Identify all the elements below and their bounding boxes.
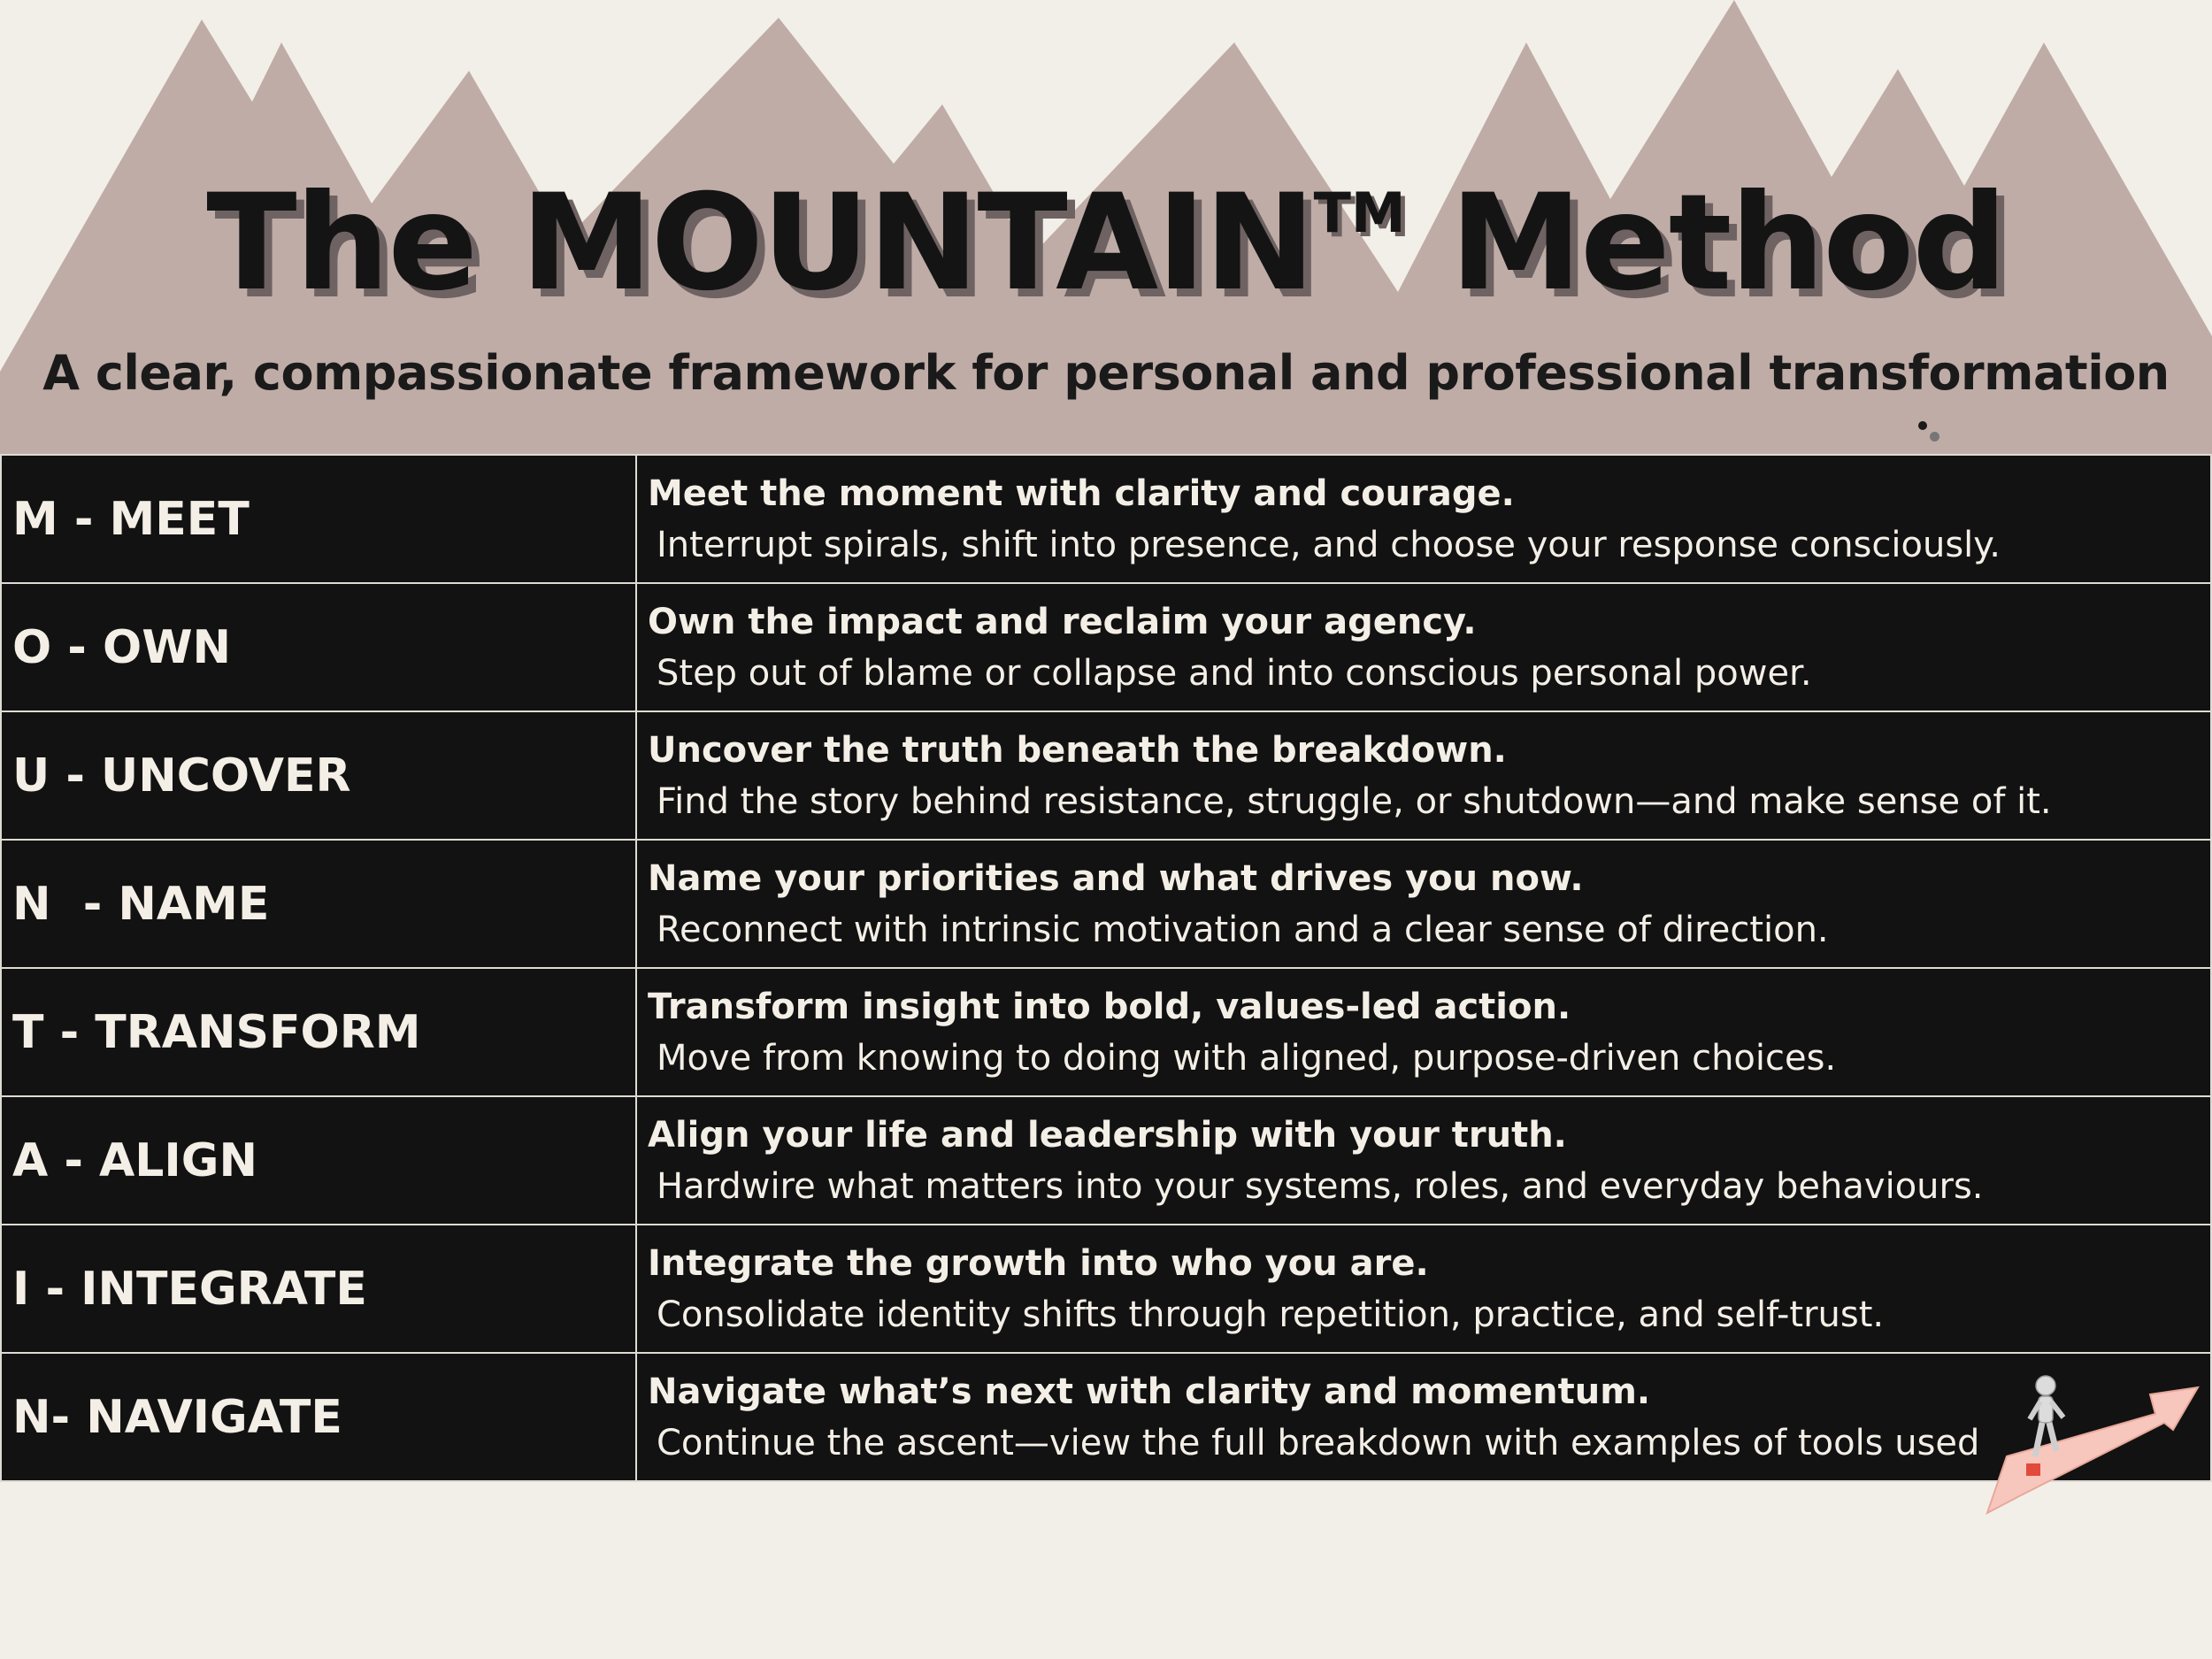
step-headline: Align your life and leadership with your truth. — [648, 1114, 1567, 1156]
step-letter: N- NAVIGATE — [1, 1353, 636, 1481]
step-letter: M - MEET — [1, 455, 636, 583]
upward-arrow-shape — [1987, 1387, 2198, 1513]
dot-grey — [1930, 432, 1939, 442]
step-headline: Meet the moment with clarity and courage. — [648, 472, 1515, 514]
step-description — [636, 1225, 2211, 1353]
step-detail: Interrupt spirals, shift into presence, and choose your response consciously. — [657, 524, 2001, 565]
step-headline: Uncover the truth beneath the breakdown. — [648, 729, 1507, 771]
dot-dark — [1918, 421, 1927, 430]
step-description — [636, 455, 2211, 583]
step-description — [636, 968, 2211, 1096]
decorative-dots — [1918, 419, 1945, 446]
step-detail: Continue the ascent—view the full breakdown with examples of tools used — [657, 1422, 1980, 1463]
step-headline: Integrate the growth into who you are. — [648, 1242, 1429, 1284]
step-headline: Navigate what’s next with clarity and momentum. — [648, 1371, 1651, 1412]
step-description — [636, 583, 2211, 711]
step-detail: Hardwire what matters into your systems, roles, and everyday behaviours. — [657, 1165, 1984, 1207]
step-description — [636, 1353, 2211, 1481]
step-letter: N - NAME — [1, 840, 636, 968]
table-row — [1, 1096, 2211, 1225]
step-detail: Move from knowing to doing with aligned, purpose-driven choices. — [657, 1037, 1837, 1079]
table-row — [1, 711, 2211, 840]
title-main: The MOUNTAIN — [206, 166, 1314, 320]
page-title — [206, 166, 2006, 320]
table-row — [1, 583, 2211, 711]
step-letter: O - OWN — [1, 583, 636, 711]
step-detail: Consolidate identity shifts through repetition, practice, and self-trust. — [657, 1294, 1885, 1335]
step-detail: Reconnect with intrinsic motivation and a clear sense of direction. — [657, 909, 1829, 950]
table-row — [1, 455, 2211, 583]
step-headline: Name your priorities and what drives you now. — [648, 857, 1584, 899]
step-description — [636, 1096, 2211, 1225]
step-description — [636, 840, 2211, 968]
trademark-mark: TM — [1313, 180, 1406, 245]
step-headline: Own the impact and reclaim your agency. — [648, 601, 1477, 642]
title-end: Method — [1405, 166, 2006, 320]
step-headline: Transform insight into bold, values-led action. — [648, 986, 1571, 1027]
step-detail: Find the story behind resistance, struggle, or shutdown—and make sense of it. — [657, 780, 2052, 822]
table-row — [1, 1225, 2211, 1353]
table-row — [1, 1353, 2211, 1481]
step-detail: Step out of blame or collapse and into conscious personal power. — [657, 652, 1812, 694]
step-letter: A - ALIGN — [1, 1096, 636, 1225]
table-row — [1, 968, 2211, 1096]
step-block — [2026, 1463, 2040, 1476]
page-subtitle: A clear, compassionate framework for personal and professional transformation — [42, 345, 2170, 401]
step-letter: T - TRANSFORM — [1, 968, 636, 1096]
step-description — [636, 711, 2211, 840]
table-row — [1, 840, 2211, 968]
step-letter: I - INTEGRATE — [1, 1225, 636, 1353]
climber-arrow-icon — [1982, 1371, 2212, 1522]
method-table — [0, 454, 2212, 1482]
title-block — [0, 166, 2212, 320]
step-letter: U - UNCOVER — [1, 711, 636, 840]
